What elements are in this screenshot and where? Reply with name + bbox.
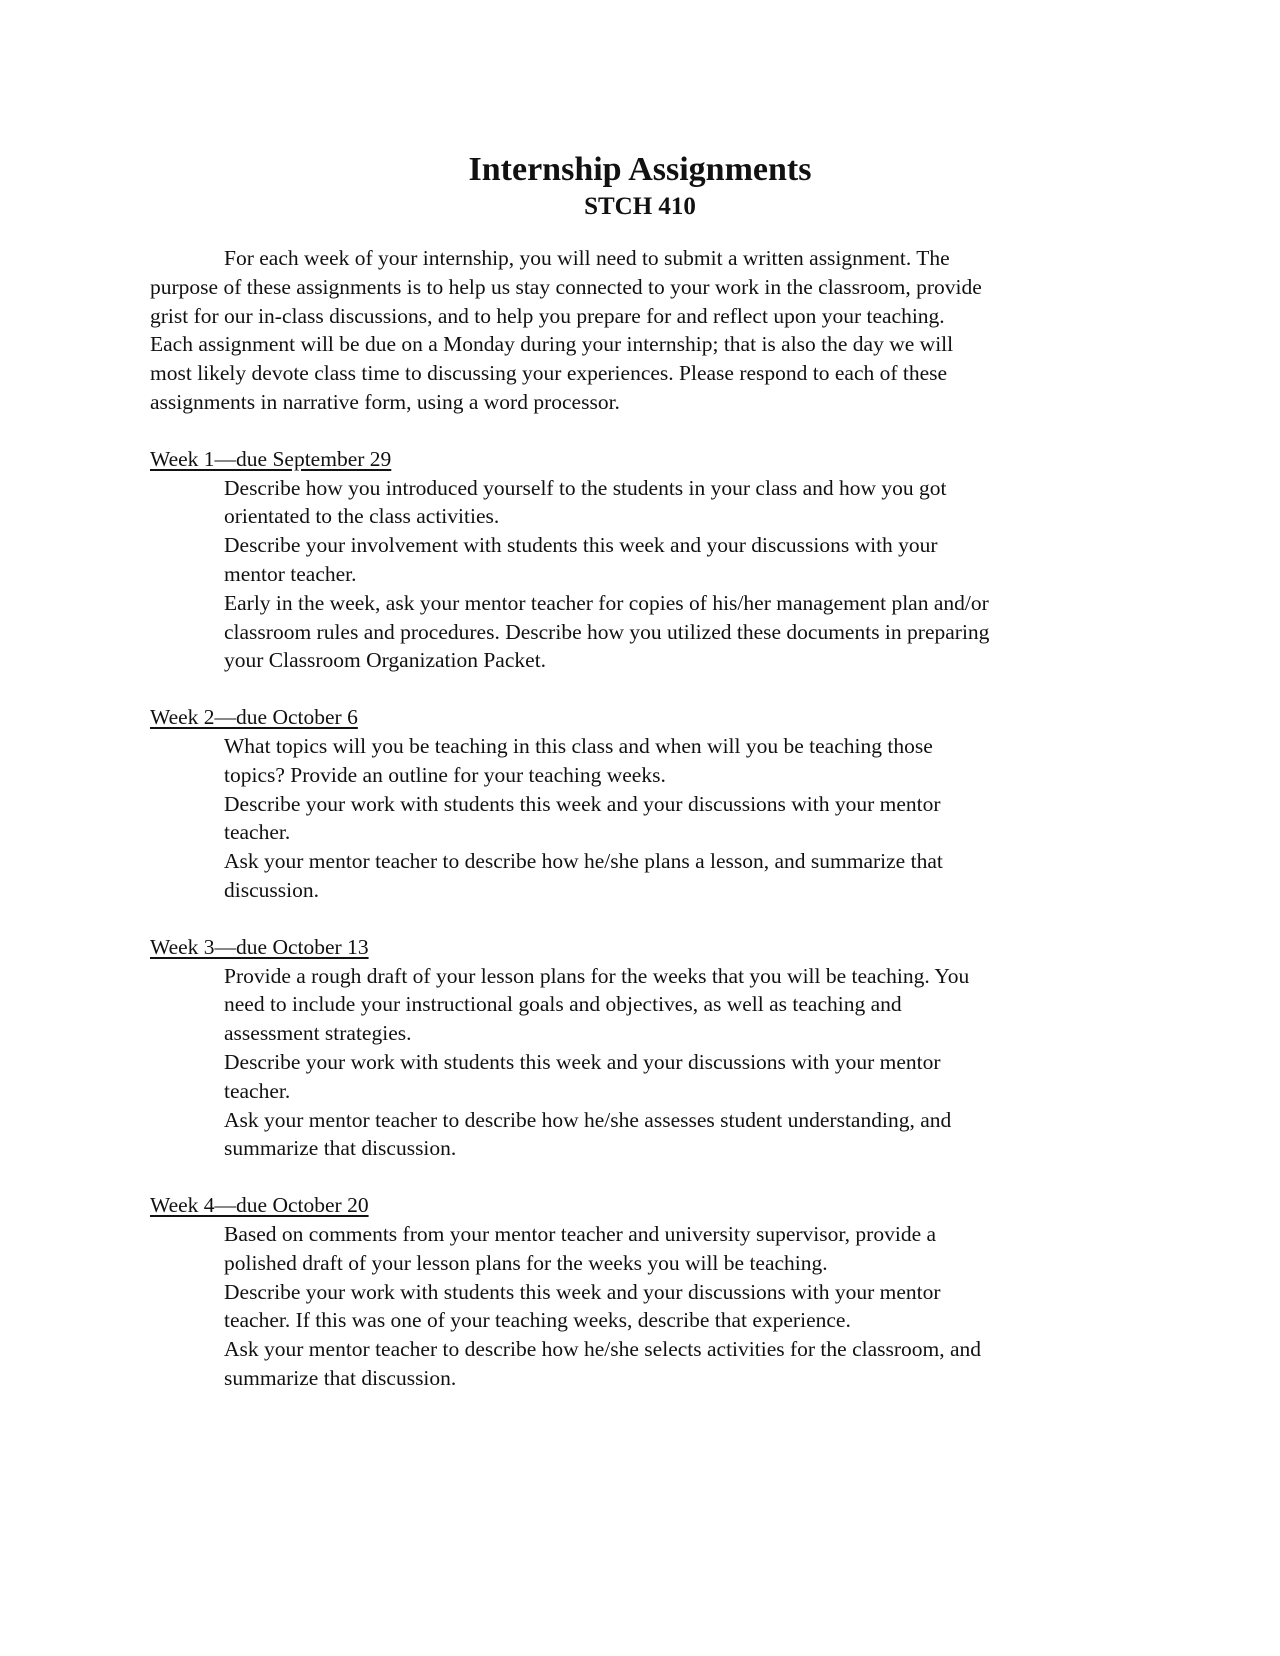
assignment-item: Describe your involvement with students this week and your discussions with your mentor teacher. <box>224 533 938 586</box>
week-heading: Week 1—due September 29 <box>150 446 392 471</box>
assignment-item: Based on comments from your mentor teacher and university supervisor, provide a polished draft of your lesson plans for the weeks you will be teaching. <box>224 1221 937 1275</box>
assignment-item: Provide a rough draft of your lesson plans for the weeks that you will be teaching. You need to include your instructional goals and objectives, as well as teaching and assessment strategies. <box>224 963 970 1046</box>
assignment-list <box>150 1220 1130 1393</box>
week-heading: Week 3—due October 13 <box>150 934 369 959</box>
assignment-item: Ask your mentor teacher to describe how he/she selects activities for the classroom, and summarize that discussion. <box>224 1337 982 1390</box>
assignment-item: Describe your work with students this week and your discussions with your mentor teacher. <box>224 791 941 845</box>
course-code: STCH 410 <box>584 193 696 220</box>
assignment-item: Describe your work with students this week and your discussions with your mentor teacher. If this was one of your teaching weeks, describe that experience. <box>224 1279 941 1333</box>
assignment-list <box>150 732 1130 905</box>
assignment-item: Ask your mentor teacher to describe how he/she plans a lesson, and summarize that discussion. <box>224 849 943 902</box>
assignment-item: Ask your mentor teacher to describe how he/she assesses student understanding, and summarize that discussion. <box>224 1107 952 1161</box>
week-section-1 <box>150 445 1130 675</box>
assignment-list <box>150 962 1130 1164</box>
assignment-item: What topics will you be teaching in this class and when will you be teaching those topics? Provide an outline for your teaching weeks. <box>224 733 933 787</box>
week-section-3 <box>150 933 1130 1163</box>
week-section-2 <box>150 703 1130 905</box>
page-title: Internship Assignments <box>468 151 812 188</box>
week-heading: Week 4—due October 20 <box>150 1193 369 1218</box>
assignment-list <box>150 474 1130 676</box>
document-page <box>150 150 1130 1393</box>
week-section-4 <box>150 1191 1130 1393</box>
assignment-item: Describe your work with students this week and your discussions with your mentor teacher. <box>224 1049 941 1103</box>
week-heading: Week 2—due October 6 <box>150 705 358 730</box>
intro-paragraph: For each week of your internship, you will need to submit a written assignment. The purpose of these assignments is to help us stay connected to your work in the classroom, provide grist for our in-class discussions, and to help you prepare for and reflect upon your teaching. Each assignment will be due on a Monday during your internship; that is also the day we will most likely devote class time to discussing your experiences. Please respond to each of these assignments in narrative form, using a word processor. <box>150 246 982 414</box>
assignment-item: Describe how you introduced yourself to the students in your class and how you got orientated to the class activities. <box>224 475 947 529</box>
assignment-item: Early in the week, ask your mentor teacher for copies of his/her management plan and/or classroom rules and procedures. Describe how you utilized these documents in preparing your Classroom Organization Packet. <box>224 590 990 673</box>
